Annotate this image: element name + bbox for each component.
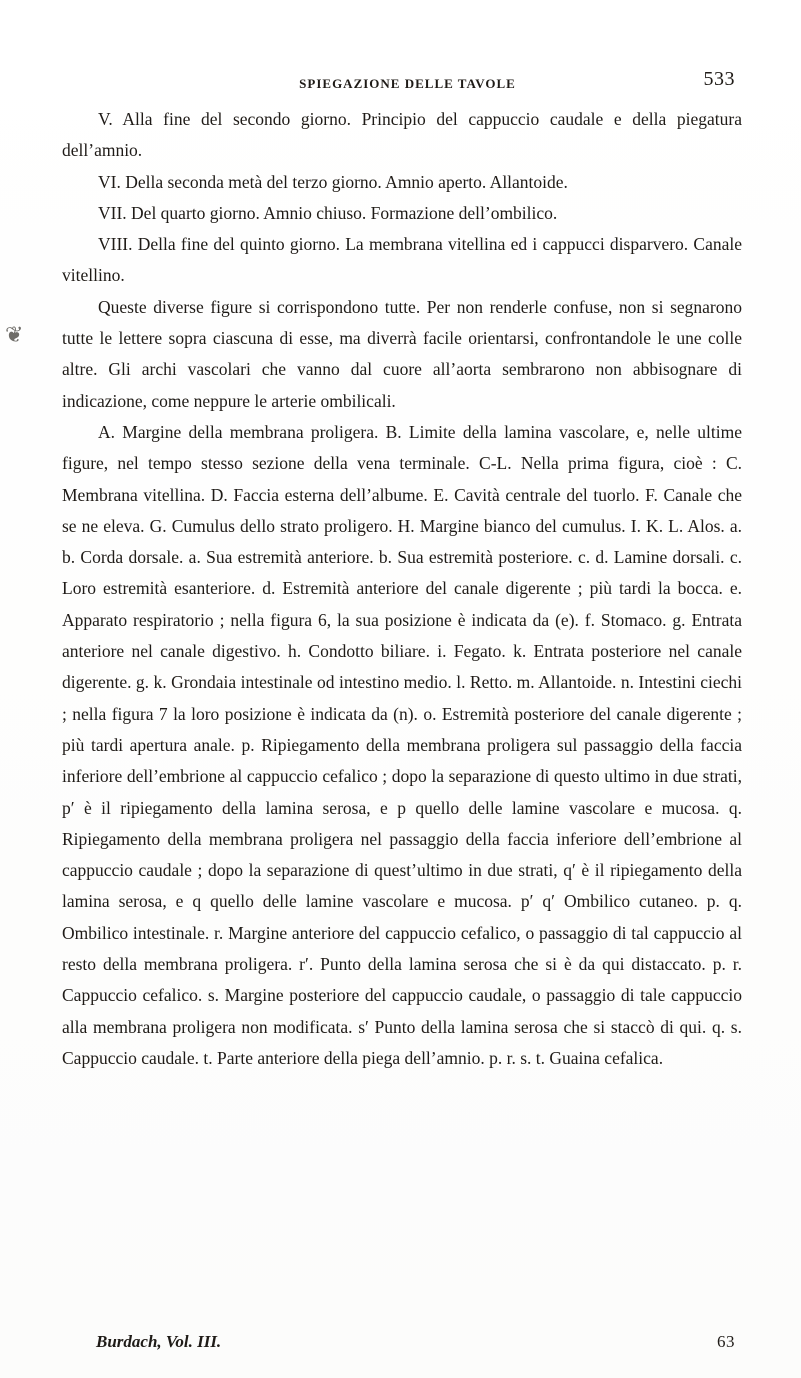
paragraph-6: A. Margine della membrana proligera. B. Limite della lamina vascolare, e, nelle ultime figure, nel tempo stesso sezione della vena terminale. C-L. Nella prima figura, cioè : C. Membrana vitellina. D. Faccia esterna dell’albume. E. Cavità centrale del tuorlo. F. Canale che se ne eleva. G. Cumulus dello strato proligero. H. Margine bianco del cumulus. I. K. L. Alos. a. b. Corda dorsale. a. Sua estremità anteriore. b. Sua estremità posteriore. c. d. Lamine dorsali. c. Loro estremità esanteriore. d. Estremità anteriore del canale digerente ; più tardi la bocca. e. Apparato respiratorio ; nella figura 6, la sua posizione è indicata da (e). f. Stomaco. g. Entrata anteriore nel canale digestivo. h. Condotto biliare. i. Fegato. k. Entrata posteriore nel canale digerente. g. k. Grondaia intestinale od intestino medio. l. Retto. m. Allantoide. n. Intestini ciechi ; nella figura 7 la loro posizione è indicata da (n). o. Estremità posteriore del canale digerente ; più tardi apertura anale. p. Ripiegamento della membrana proligera sul passaggio della faccia inferiore dell’embrione al cappuccio cefalico ; dopo la separazione di questo ultimo in due strati, p′ è il ripiegamento della lamina serosa, e p quello delle lamine vascolare e mucosa. q. Ripiegamento della membrana proligera nel passaggio della faccia inferiore dell’embrione al cappuccio caudale ; dopo la separazione di quest’ultimo in due strati, q′ è il ripiegamento della lamina serosa, e q quello delle lamine vascolare e mucosa. p′ q′ Ombilico cutaneo. p. q. Ombilico intestinale. r. Margine anteriore del cappuccio cefalico, o passaggio di tal cappuccio al resto della membrana proligera. r′. Punto della lamina serosa che si è da qui distaccato. p. r. Cappuccio cefalico. s. Margine posteriore del cappuccio caudale, o passaggio di tale cappuccio alla membrana proligera non modificata. s′ Punto della lamina serosa che si staccò di qui. q. s. Cappuccio caudale. t. Parte anteriore della piega dell’amnio. p. r. s. t. Guaina cefalica. xyxy=(62,421,742,1068)
margin-mark-icon: ❦ xyxy=(5,322,24,347)
paragraph-2: VI. Della seconda metà del terzo giorno. Amnio aperto. Allantoide. xyxy=(98,171,568,192)
paragraph-4: VIII. Della fine del quinto giorno. La membrana vitellina ed i cappucci disparvero. Canale vitellino. xyxy=(62,234,742,286)
footer-right: 63 xyxy=(717,1332,735,1351)
paragraph-5: Queste diverse figure si corrispondono tutte. Per non renderle confuse, non si segnarono tutte le lettere sopra ciascuna di esse, ma diverrà facile orientarsi, confrontandole le une colle altre. Gli archi vascolari che vanno dal cuore all’aorta sembrarono non abbisognare di indicazione, come neppure le arterie ombilicali. xyxy=(62,296,742,411)
paragraph-3: VII. Del quarto giorno. Amnio chiuso. Formazione dell’ombilico. xyxy=(98,202,558,223)
page-number: 533 xyxy=(703,68,735,90)
page-header: SPIEGAZIONE DELLE TAVOLE xyxy=(299,76,516,91)
page-content xyxy=(62,104,742,1074)
page-footer xyxy=(96,1328,735,1356)
paragraph-1: V. Alla fine del secondo giorno. Principio del cappuccio caudale e della piegatura dell’amnio. xyxy=(62,109,742,161)
footer-left: Burdach, Vol. III. xyxy=(96,1332,222,1351)
